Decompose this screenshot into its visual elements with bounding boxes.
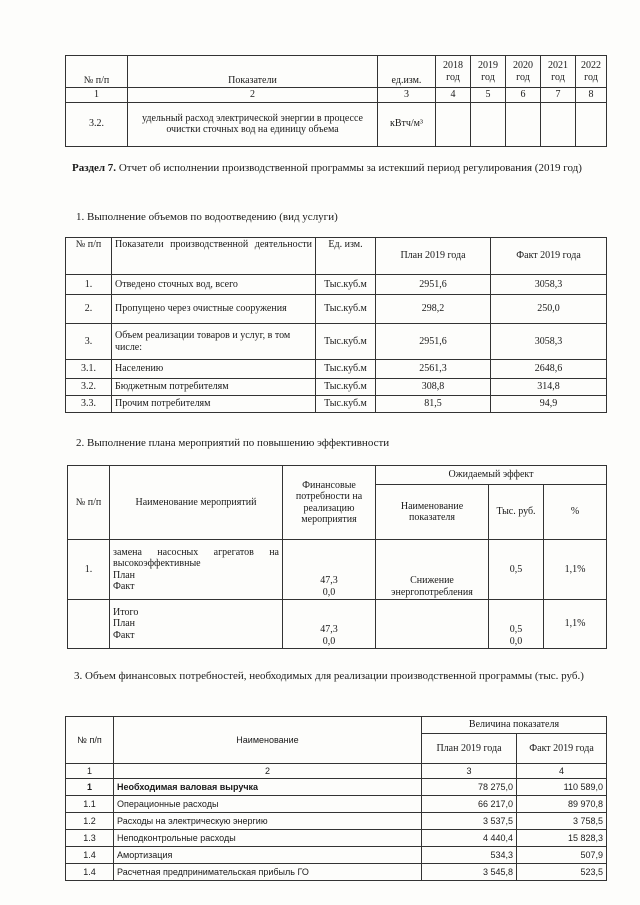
row-number: 2.	[66, 295, 112, 324]
col-header-unit: Ед. изм.	[316, 238, 376, 275]
row-indicator: Бюджетным потребителям	[112, 379, 316, 396]
plan-financing: 47,3	[320, 624, 338, 635]
col-header-financing: Финансовые потребности на реализацию мероприятия	[283, 466, 376, 540]
row-pct: 1,1%	[544, 600, 607, 649]
col-header-indicator: Наименование показателя	[376, 485, 489, 540]
row-fact: 2648,6	[491, 360, 607, 379]
row-financing	[283, 540, 376, 600]
table-row	[66, 830, 607, 847]
col-header-name: Наименование мероприятий	[110, 466, 283, 540]
section-7-label: Раздел 7.	[72, 162, 117, 174]
row-fact: 523,5	[517, 864, 607, 881]
row-plan: 4 440,4	[422, 830, 517, 847]
col-header-num: № п/п	[66, 56, 128, 88]
table-row	[66, 379, 607, 396]
row-name: Амортизация	[114, 847, 422, 864]
subsection-3-title: 3. Объем финансовых потребностей, необходимых для реализации производственной программы (тыс. руб.)	[74, 670, 584, 682]
section-7-text: Отчет об исполнении производственной программы за истекший период регулирования (2019 год)	[118, 162, 582, 174]
row-number: 1.3	[66, 830, 114, 847]
plan-label: План	[113, 618, 136, 630]
row-number: 3.3.	[66, 396, 112, 413]
row-fact: 110 589,0	[517, 779, 607, 796]
col-number: 6	[506, 88, 541, 103]
row-name: Расходы на электрическую энергию	[114, 813, 422, 830]
col-number: 8	[576, 88, 607, 103]
row-number: 1.4	[66, 864, 114, 881]
fact-financing: 0,0	[322, 635, 336, 647]
col-header-unit: ед.изм.	[378, 56, 436, 88]
table-row	[66, 847, 607, 864]
row-name: Неподконтрольные расходы	[114, 830, 422, 847]
row-number: 3.2.	[66, 102, 128, 146]
row-plan: 3 545,8	[422, 864, 517, 881]
col-header-year: 2021 год	[541, 56, 576, 88]
row-indicator: Отведено сточных вод, всего	[112, 275, 316, 295]
row-number: 1.1	[66, 796, 114, 813]
col-header-num: № п/п	[68, 466, 110, 540]
col-number: 4	[517, 764, 607, 779]
subsection-2-title: 2. Выполнение плана мероприятий по повышению эффективности	[76, 437, 390, 449]
row-plan: 2951,6	[376, 324, 491, 360]
col-header-name: Наименование	[114, 717, 422, 764]
col-header-pct: %	[544, 485, 607, 540]
fact-rub: 0,0	[509, 635, 523, 647]
col-header-rub: Тыс. руб.	[489, 485, 544, 540]
row-number: 1.	[68, 540, 110, 600]
row-plan: 78 275,0	[422, 779, 517, 796]
measure-name: замена насосных агрегатов на высокоэффективные	[113, 546, 279, 569]
row-fact: 314,8	[491, 379, 607, 396]
plan-label: План	[113, 569, 136, 581]
col-number: 2	[128, 88, 378, 103]
row-indicator: Населению	[112, 360, 316, 379]
col-header-indicators: Показатели	[128, 56, 378, 88]
row-indicator: Пропущено через очистные сооружения	[112, 295, 316, 324]
col-header-year: 2020 год	[506, 56, 541, 88]
row-unit: Тыс.куб.м	[316, 379, 376, 396]
table-row	[68, 600, 607, 649]
row-name: Расчетная предпринимательская прибыль ГО	[114, 864, 422, 881]
table-row	[68, 540, 607, 600]
row-indicator: Объем реализации товаров и услуг, в том числе:	[112, 324, 316, 360]
row-unit: кВтч/м³	[378, 102, 436, 146]
row-fact: 3058,3	[491, 324, 607, 360]
row-fact: 94,9	[491, 396, 607, 413]
col-number: 2	[114, 764, 422, 779]
row-unit: Тыс.куб.м	[316, 360, 376, 379]
total-label: Итого	[113, 606, 139, 618]
fact-financing: 0,0	[322, 586, 336, 598]
row-rub: 0,5	[489, 540, 544, 600]
fact-label: Факт	[113, 629, 135, 641]
col-number: 3	[378, 88, 436, 103]
table-row	[66, 779, 607, 796]
row-plan: 81,5	[376, 396, 491, 413]
col-header-indicators: Показатели производственной деятельности	[112, 238, 316, 275]
row-name: Операционные расходы	[114, 796, 422, 813]
col-number: 5	[471, 88, 506, 103]
row-plan: 3 537,5	[422, 813, 517, 830]
row-plan: 66 217,0	[422, 796, 517, 813]
row-unit: Тыс.куб.м	[316, 295, 376, 324]
subsection-1-title: 1. Выполнение объемов по водоотведению (вид услуги)	[76, 211, 338, 223]
row-indicator: Прочим потребителям	[112, 396, 316, 413]
table-row	[66, 796, 607, 813]
financial-needs-table	[65, 716, 607, 881]
table-row	[66, 324, 607, 360]
row-number: 3.1.	[66, 360, 112, 379]
table-row	[66, 360, 607, 379]
table-row	[66, 864, 607, 881]
row-fact: 89 970,8	[517, 796, 607, 813]
row-number: 3.	[66, 324, 112, 360]
col-header-fact: Факт 2019 года	[517, 734, 607, 764]
row-number: 1.2	[66, 813, 114, 830]
col-number: 1	[66, 88, 128, 103]
row-fact: 3 758,5	[517, 813, 607, 830]
row-measure	[110, 540, 283, 600]
col-number: 4	[436, 88, 471, 103]
row-plan: 298,2	[376, 295, 491, 324]
row-plan: 2561,3	[376, 360, 491, 379]
row-plan: 308,8	[376, 379, 491, 396]
row-name: Необходимая валовая выручка	[114, 779, 422, 796]
fact-label: Факт	[113, 581, 135, 592]
row-unit: Тыс.куб.м	[316, 275, 376, 295]
col-header-plan: План 2019 года	[422, 734, 517, 764]
row-indicator: Снижение энергопотребления	[376, 540, 489, 600]
table-row	[66, 813, 607, 830]
col-header-num: № п/п	[66, 717, 114, 764]
col-header-num: № п/п	[66, 238, 112, 275]
row-fact: 3058,3	[491, 275, 607, 295]
col-header-year: 2019 год	[471, 56, 506, 88]
col-header-year: 2018 год	[436, 56, 471, 88]
row-pct: 1,1%	[544, 540, 607, 600]
row-fact: 507,9	[517, 847, 607, 864]
indicators-table	[65, 55, 607, 147]
row-number: 1.4	[66, 847, 114, 864]
row-financing	[283, 600, 376, 649]
row-total	[110, 600, 283, 649]
row-indicator: удельный расход электрической энергии в процессе очистки сточных вод на единицу объема	[128, 102, 378, 146]
row-number: 1	[66, 779, 114, 796]
col-header-year: 2022 год	[576, 56, 607, 88]
table-row	[66, 275, 607, 295]
row-plan: 534,3	[422, 847, 517, 864]
col-number: 7	[541, 88, 576, 103]
wastewater-volumes-table	[65, 237, 607, 413]
col-number: 1	[66, 764, 114, 779]
row-plan: 2951,6	[376, 275, 491, 295]
row-number: 1.	[66, 275, 112, 295]
col-header-expected-effect: Ожидаемый эффект	[376, 466, 607, 485]
row-rub	[489, 600, 544, 649]
row-number: 3.2.	[66, 379, 112, 396]
row-unit: Тыс.куб.м	[316, 324, 376, 360]
table-row	[66, 295, 607, 324]
row-unit: Тыс.куб.м	[316, 396, 376, 413]
efficiency-measures-table	[67, 465, 607, 649]
row-fact: 15 828,3	[517, 830, 607, 847]
table-row	[66, 102, 607, 146]
col-header-plan: План 2019 года	[376, 238, 491, 275]
plan-financing: 47,3	[320, 575, 338, 586]
section-7-heading	[72, 162, 602, 175]
col-header-fact: Факт 2019 года	[491, 238, 607, 275]
table-row	[66, 396, 607, 413]
row-fact: 250,0	[491, 295, 607, 324]
col-header-value: Величина показателя	[422, 717, 607, 734]
col-number: 3	[422, 764, 517, 779]
plan-rub: 0,5	[509, 624, 523, 635]
